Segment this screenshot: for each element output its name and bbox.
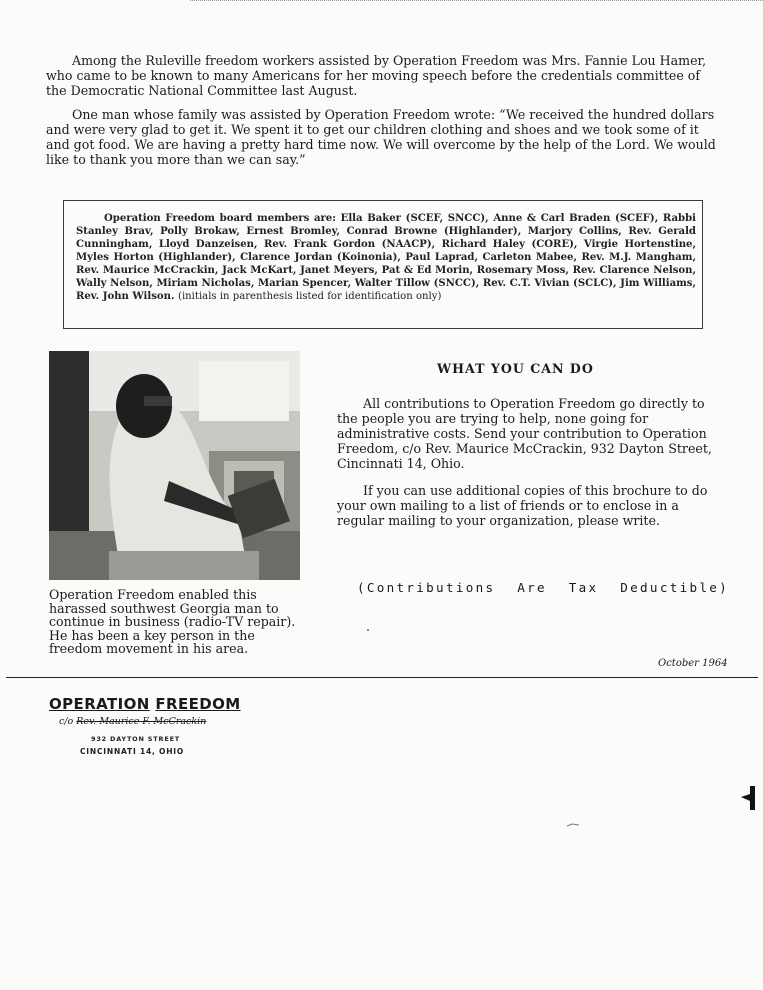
what-you-can-do-heading: WHAT YOU CAN DO — [437, 361, 594, 376]
copies-paragraph: If you can use additional copies of this brochure to do your own mailing to a list of friends or to enclose in a regular mailing to your organization, please write. — [337, 483, 708, 528]
org-name-word-1: OPERATION — [49, 695, 150, 713]
care-of-line — [59, 716, 206, 727]
hamer-paragraph: Among the Ruleville freedom workers assisted by Operation Freedom was Mrs. Fannie Lou Hamer, who came to be known to many Americans for her moving speech before the credentials committee of the Democratic National Committee last August. — [46, 53, 707, 98]
board-members-box — [63, 200, 703, 329]
org-name-word-2: FREEDOM — [155, 695, 241, 713]
street-address: 932 DAYTON STREET — [91, 735, 181, 743]
contributions-paragraph: All contributions to Operation Freedom go directly to the people you are trying to help, none going for administrative costs. Send your contribution to Operation Freedom, c/o Rev. Maurice McCrackin, 932 Dayton Street, Cincinnati 14, Ohio. — [337, 396, 712, 471]
horizontal-rule — [6, 677, 758, 678]
arrow-mark-icon — [741, 786, 755, 810]
photo-caption: Operation Freedom enabled this harassed southwest Georgia man to continue in business (radio-TV repair). He has been a key person in the freedom movement in his area. — [49, 587, 296, 657]
tax-deductible-note: (Contributions Are Tax Deductible) — [357, 580, 729, 595]
family-letter-paragraph: One man whose family was assisted by Operation Freedom wrote: “We received the hundred dollars and were very glad to get it. We spent it to get our children clothing and shoes and we took some of it and got food. We are having a pretty hard time now. We will overcome by the help of the Lord. We would like to thank you more than we can say.” — [46, 107, 716, 167]
care-of-name: Rev. Maurice F. McCrackin — [76, 716, 207, 727]
board-members-text: Operation Freedom board members are: Ella Baker (SCEF, SNCC), Anne & Carl Braden (SCEF), Rabbi Stanley Brav, Polly Brokaw, Ernest Bromley, Conrad Browne (Highlander), Marjory Collins, Rev. Gerald Cunningham, Lloyd Danzeisen, Rev. Frank Gordon (NAACP), Richard Haley (CORE), Virgie Hortenstine, Myles Horton (Highlander), Clarence Jordan (Koinonia), Paul Laprad, Carleton Mabee, Rev. M.J. Mangham, Rev. Maurice McCrackin, Jack McKart, Janet Meyers, Pat & Ed Morin, Rosemary Moss, Rev. Clarence Nelson, Wally Nelson, Miriam Nicholas, Marian Spencer, Walter Tillow (SNCC), Rev. C.T. Vivian (SCLC), Jim Williams, Rev. John Wilson. — [76, 213, 696, 302]
top-dotted-edge — [190, 0, 763, 1]
radio-repair-photo — [49, 351, 300, 580]
speck-mark-icon — [566, 822, 580, 828]
organization-name — [49, 695, 241, 713]
care-of-prefix: c/o — [59, 716, 74, 727]
board-members-note: (initials in parenthesis listed for identification only) — [178, 291, 442, 302]
city-address: CINCINNATI 14, OHIO — [80, 747, 185, 756]
publication-date: October 1964 — [658, 658, 728, 669]
stray-mark — [367, 629, 369, 631]
photo-illustration — [49, 351, 300, 580]
